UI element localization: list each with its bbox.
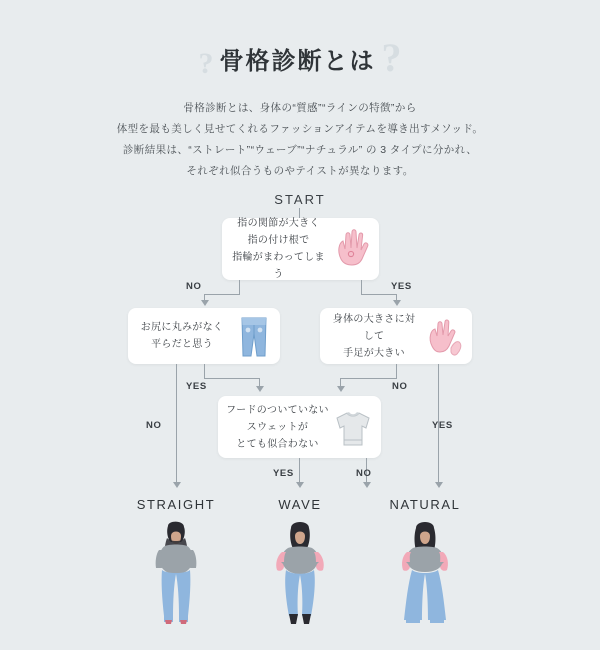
question-1-text: 指の関節が大きく 指の付け根で 指輪がまわってしまう xyxy=(232,218,325,280)
edge-q1-yes-arrowhead xyxy=(393,300,401,306)
lead-line-3: 診断結果は、“ストレート”“ウェーブ”“ナチュラル” の 3 タイプに分かれ、 xyxy=(122,144,478,156)
edge-q2-yes-arrowhead xyxy=(256,386,264,392)
edge-q1-no-vertical xyxy=(239,280,240,294)
jeans-icon xyxy=(228,310,280,362)
question-node-1[interactable] xyxy=(222,218,379,280)
page-title: 骨格診断とは xyxy=(219,47,376,75)
edge-q2-yes-vertical xyxy=(204,364,205,378)
foot-hand-icon xyxy=(420,310,472,362)
edge-label-q3-yes: YES xyxy=(432,420,453,431)
edge-q1-no-horizontal xyxy=(204,294,240,295)
edge-label-q1-no: NO xyxy=(186,281,202,292)
edge-q1-yes-vertical xyxy=(361,280,362,294)
edge-q4-yes-arrowhead xyxy=(296,482,304,488)
edge-q3-no-horizontal xyxy=(340,378,397,379)
edge-q3-no-vertical xyxy=(396,364,397,378)
title-row xyxy=(198,35,402,80)
edge-q4-yes-vertical xyxy=(299,458,300,484)
edge-label-q1-yes: YES xyxy=(391,281,412,292)
question-node-2[interactable] xyxy=(128,308,280,364)
result-wave[interactable]: WAVE xyxy=(278,497,322,512)
lead-line-1: 骨格診断とは、身体の“質感”“ラインの特徴”から xyxy=(183,102,417,114)
edge-label-q2-yes: YES xyxy=(186,381,207,392)
edge-label-q3-no: NO xyxy=(392,381,408,392)
question-mark-left-icon: ? xyxy=(198,47,214,80)
question-3-text: 身体の大きさに対して 手足が大きい xyxy=(332,313,416,359)
question-node-3[interactable] xyxy=(320,308,472,364)
hand-icon xyxy=(327,223,379,275)
lead-line-4: それぞれ似合うものやテイストが異なります。 xyxy=(186,165,414,177)
lead-line-2: 体型を最も美しく見せてくれるファッションアイテムを導き出すメソッド。 xyxy=(116,123,484,135)
edge-label-q4-no: NO xyxy=(356,468,372,479)
result-natural[interactable]: NATURAL xyxy=(389,497,461,512)
edge-q3-no-arrowhead xyxy=(337,386,345,392)
result-straight[interactable]: STRAIGHT xyxy=(136,497,216,512)
figure-straight-illustration xyxy=(131,520,221,630)
edge-q2-yes-horizontal xyxy=(204,378,260,379)
edge-q1-no-arrowhead xyxy=(201,300,209,306)
question-mark-right-icon: ? xyxy=(381,35,402,80)
start-label: START xyxy=(274,192,326,207)
edge-q4-no-arrowhead xyxy=(363,482,371,488)
figure-natural-illustration xyxy=(380,520,470,630)
edge-label-q2-no: NO xyxy=(146,420,162,431)
figure-wave-illustration xyxy=(255,520,345,630)
sweatshirt-icon xyxy=(329,401,381,453)
page-header xyxy=(0,35,600,80)
question-2-text: お尻に丸みがなく 平らだと思う xyxy=(140,322,224,350)
edge-q3-yes-arrowhead xyxy=(435,482,443,488)
question-node-4[interactable] xyxy=(218,396,381,458)
edge-q1-yes-horizontal xyxy=(361,294,397,295)
edge-label-q4-yes: YES xyxy=(273,468,294,479)
edge-q2-no-arrowhead xyxy=(173,482,181,488)
edge-q2-no-vertical xyxy=(176,364,177,484)
lead-paragraph xyxy=(0,98,600,182)
question-4-text: フードのついていない スウェットが とても似合わない xyxy=(226,404,329,450)
